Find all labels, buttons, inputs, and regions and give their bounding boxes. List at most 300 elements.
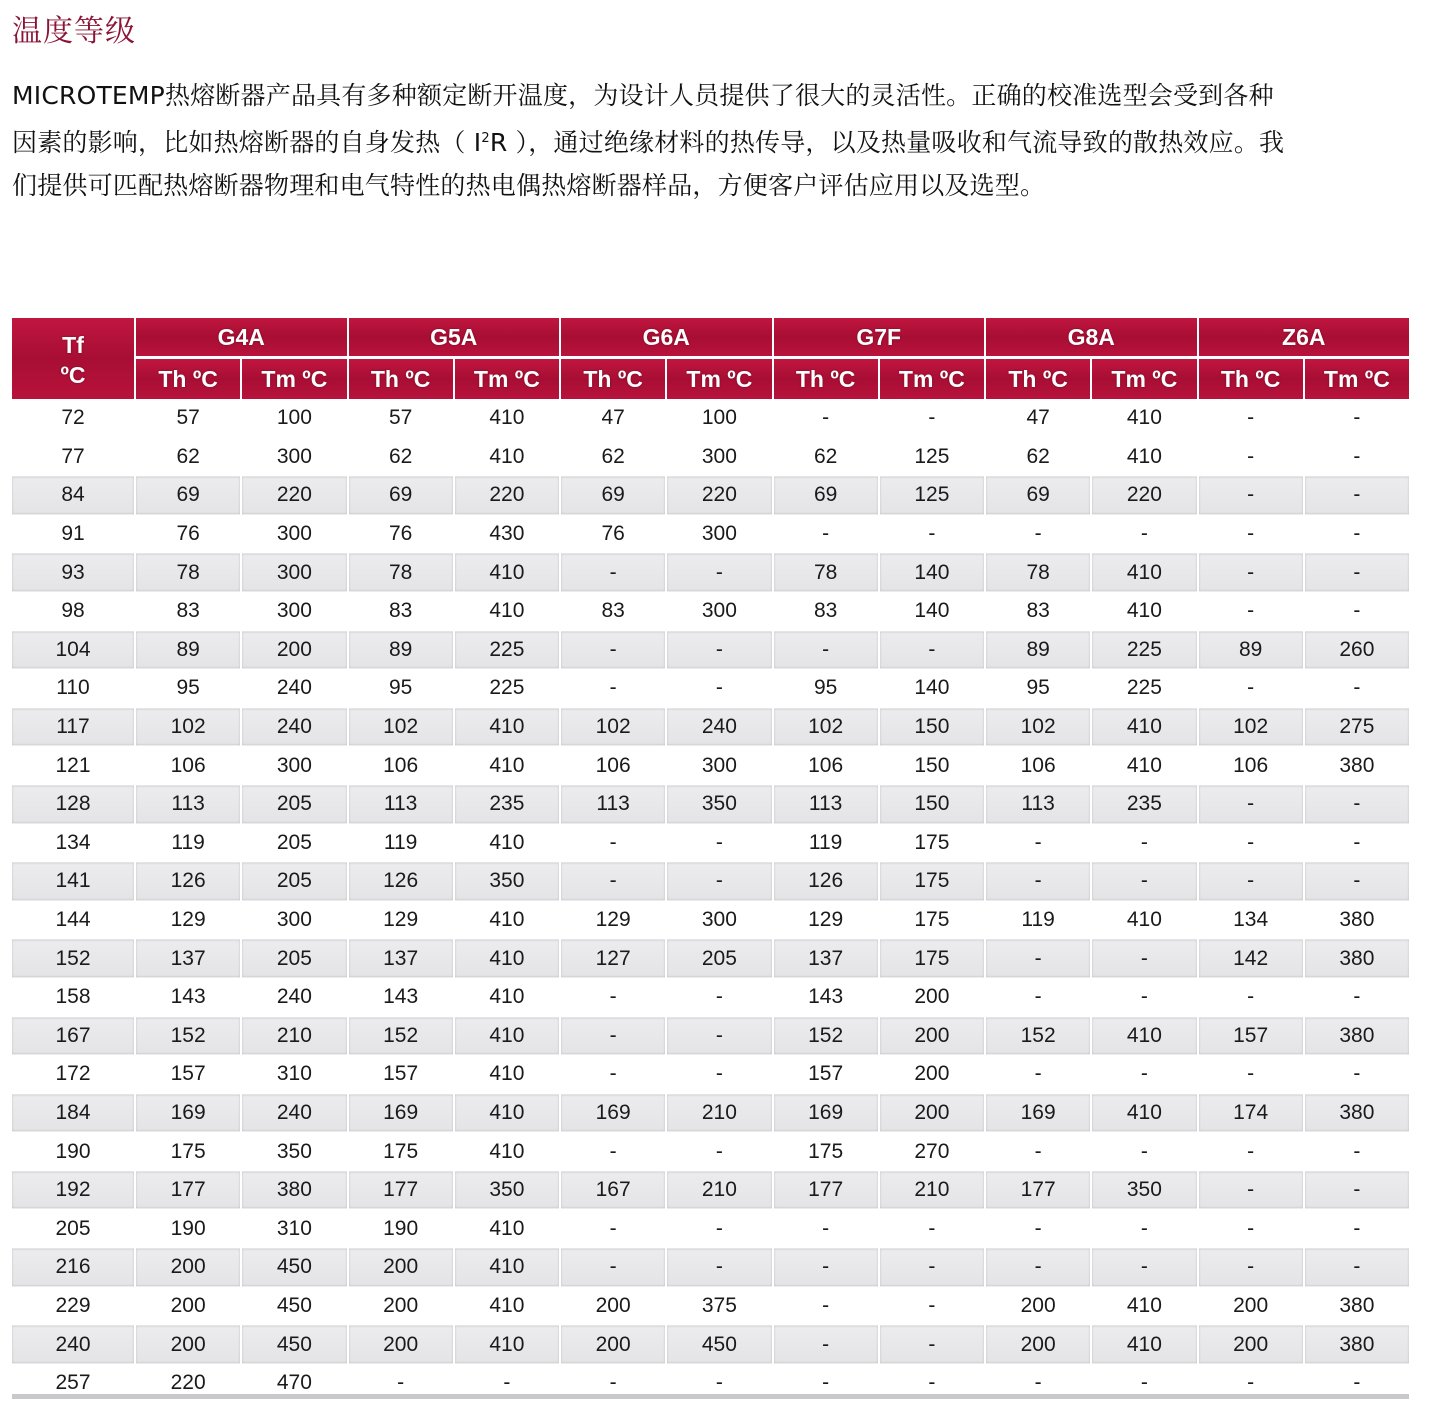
cell-tm: 300 [242,553,346,592]
cell-tf: 98 [61,599,85,623]
intro-line-2-start: 因素的影响，比如热熔断器的自身发热（ I [12,128,482,157]
cell-tm: - [1305,1171,1409,1210]
cell-tm: - [1140,522,1148,546]
cell-tm: - [1092,862,1196,901]
cell-tm: 175 [914,830,950,854]
cell-th: - [1199,1171,1303,1210]
header-tm: Tm ºC [667,359,771,399]
cell-th: 175 [170,1139,206,1163]
cell-th: 177 [774,1171,878,1210]
cell-tm: 300 [701,444,737,468]
header-row-subcolumns [12,359,1409,399]
cell-tf: 144 [55,908,91,932]
cell-tm: 410 [455,1017,559,1056]
cell-th: - [1199,553,1303,592]
cell-tf: 128 [12,785,134,824]
cell-th: - [1199,785,1303,824]
cell-tm: 225 [1126,676,1162,700]
cell-th: 102 [136,708,240,747]
cell-tm: 225 [1092,631,1196,670]
cell-th: - [986,1248,1090,1287]
cell-th: - [1247,1062,1255,1086]
cell-th: 126 [349,862,453,901]
header-tm: Tm ºC [880,359,984,399]
cell-tm: - [1140,1139,1148,1163]
cell-tm: 410 [489,985,525,1009]
cell-th: - [1247,985,1255,1009]
cell-tm: 310 [276,1062,312,1086]
cell-tm: 205 [242,939,346,978]
cell-th: 175 [808,1139,844,1163]
cell-tf: 134 [55,830,91,854]
cell-tm: 410 [489,1293,525,1317]
cell-tm: - [667,553,771,592]
cell-th: - [1034,1216,1042,1240]
cell-th: 129 [383,908,419,932]
header-group-g8a: G8A [986,318,1197,359]
cell-tm: - [1353,1371,1361,1395]
cell-tm: 300 [276,444,312,468]
cell-tm: 380 [1305,1325,1409,1364]
cell-th: 200 [383,1293,419,1317]
table-row [12,399,1409,438]
cell-th: 47 [1026,406,1050,430]
cell-tf: 72 [61,406,85,430]
cell-tm: 410 [455,1094,559,1133]
cell-th: 106 [170,753,206,777]
table-row [12,1287,1409,1326]
cell-tm: - [928,1293,936,1317]
cell-tm: - [1353,830,1361,854]
cell-tm: 380 [1339,1293,1375,1317]
cell-th: - [1199,862,1303,901]
intro-line-3: 们提供可匹配热熔断器物理和电气特性的热电偶热熔断器样品，方便客户评估应用以及选型。 [12,171,1046,200]
cell-th: 157 [383,1062,419,1086]
cell-th: 134 [1233,908,1269,932]
cell-th: 69 [561,476,665,515]
cell-th: - [774,1325,878,1364]
cell-th: 200 [170,1293,206,1317]
cell-th: 119 [383,830,418,854]
cell-tm: - [1140,1062,1148,1086]
cell-th: - [822,1216,830,1240]
cell-tm: 240 [667,708,771,747]
cell-tm: 450 [242,1248,346,1287]
header-tf [12,318,134,399]
cell-tm: 175 [880,862,984,901]
cell-th: - [822,1293,830,1317]
cell-th: - [609,830,617,854]
cell-tm: 410 [1092,708,1196,747]
cell-th: - [774,1248,878,1287]
cell-tm: 350 [455,862,559,901]
cell-th: 143 [808,985,844,1009]
cell-th: 95 [813,676,838,700]
cell-tf: 77 [61,444,85,468]
cell-tm: - [715,676,723,700]
cell-tm: 410 [1092,1094,1196,1133]
cell-th: 57 [388,406,413,430]
cell-tm: 125 [880,476,984,515]
cell-th: 78 [774,553,878,592]
cell-th: 62 [813,444,838,468]
cell-tm: 210 [880,1171,984,1210]
cell-th: 200 [349,1325,453,1364]
cell-th: 102 [1199,708,1303,747]
cell-tm: - [1353,985,1361,1009]
cell-th: 83 [1026,599,1050,623]
cell-tf: 205 [55,1216,91,1240]
table-row [12,901,1409,940]
cell-tm: 300 [276,522,312,546]
cell-th: 95 [176,676,200,700]
cell-tm: 220 [667,476,771,515]
cell-tf: 121 [55,753,91,777]
cell-th: - [561,862,665,901]
table-row [12,476,1409,515]
intro-paragraph [12,74,1417,207]
cell-th: 137 [136,939,240,978]
cell-th: 129 [170,908,206,932]
cell-tm: 410 [455,939,559,978]
cell-tm: - [1353,1216,1361,1240]
header-group-g4a: G4A [136,318,347,359]
cell-th: 200 [1020,1293,1056,1317]
table-row [12,1325,1409,1364]
cell-th: 102 [774,708,878,747]
cell-tf: 104 [12,631,134,670]
cell-tm: 380 [1305,1017,1409,1056]
cell-tm: - [1305,476,1409,515]
header-th: Th ºC [986,359,1090,399]
cell-tm: - [928,522,936,546]
cell-th: 78 [986,553,1090,592]
table-row [12,553,1409,592]
cell-th: 119 [171,830,205,854]
cell-tm: 205 [242,785,346,824]
cell-tm: 140 [914,676,950,700]
cell-th: - [1247,522,1255,546]
cell-th: 89 [986,631,1090,670]
table-row [12,785,1409,824]
table-row [12,631,1409,670]
cell-th: - [1034,1062,1042,1086]
table-row [12,862,1409,901]
cell-th: 169 [349,1094,453,1133]
cell-tm: 100 [276,406,312,430]
cell-tf: 216 [12,1248,134,1287]
table-header [12,318,1409,399]
cell-tm: 410 [489,1216,525,1240]
cell-th: 137 [774,939,878,978]
table-row [12,1055,1409,1094]
cell-th: - [609,1062,617,1086]
cell-th: 47 [601,406,625,430]
table-row [12,515,1409,554]
cell-tm: 410 [455,553,559,592]
cell-tm: - [1353,1139,1361,1163]
cell-th: 106 [595,753,631,777]
cell-tm: 350 [455,1171,559,1210]
cell-th: 126 [774,862,878,901]
cell-th: 113 [986,785,1090,824]
cell-th: 69 [986,476,1090,515]
cell-tf: 93 [12,553,134,592]
cell-tm: - [667,631,771,670]
cell-th: - [774,631,878,670]
cell-th: 113 [136,785,240,824]
cell-tm: 410 [1126,599,1162,623]
cell-tm: - [1353,444,1361,468]
cell-th: 69 [774,476,878,515]
cell-tm: 430 [489,522,525,546]
cell-tm: 300 [276,753,312,777]
cell-th: - [1247,1139,1255,1163]
header-group-z6a: Z6A [1199,318,1410,359]
table-row [12,669,1409,708]
cell-tm: 140 [880,553,984,592]
header-group-g6a: G6A [561,318,772,359]
cell-tm: 410 [1126,444,1162,468]
cell-tm: 410 [489,908,525,932]
cell-tm: 205 [242,862,346,901]
cell-th: 157 [808,1062,844,1086]
cell-th: 83 [176,599,200,623]
cell-tm: 240 [242,1094,346,1133]
cell-th: 190 [383,1216,419,1240]
cell-tf: 172 [55,1062,91,1086]
cell-th: 129 [595,908,631,932]
table-row [12,1171,1409,1210]
cell-tm: - [1353,406,1361,430]
cell-th: 102 [561,708,665,747]
cell-tm: - [1140,1216,1148,1240]
cell-tm: - [1305,553,1409,592]
cell-th: 200 [136,1325,240,1364]
cell-tm: 410 [455,1325,559,1364]
cell-th: - [561,1017,665,1056]
cell-th: 57 [176,406,200,430]
cell-th: 89 [349,631,453,670]
cell-tm: 410 [1126,1293,1162,1317]
cell-th: 200 [136,1248,240,1287]
cell-tm: 410 [489,406,525,430]
cell-tm: 200 [242,631,346,670]
cell-th: 126 [136,862,240,901]
cell-th: - [609,1371,617,1395]
cell-tm: 410 [489,830,525,854]
header-th: Th ºC [1199,359,1303,399]
cell-tm: 300 [276,599,312,623]
cell-tf: 141 [12,862,134,901]
cell-th: - [1247,1371,1255,1395]
header-th: Th ºC [136,359,240,399]
cell-th: 102 [349,708,453,747]
header-th: Th ºC [774,359,878,399]
cell-th: 169 [136,1094,240,1133]
cell-th: - [609,985,617,1009]
cell-tm: - [1140,985,1148,1009]
cell-th: 157 [1199,1017,1303,1056]
cell-tm: 150 [880,785,984,824]
cell-th: 127 [561,939,665,978]
cell-tm: - [715,830,723,854]
cell-tm: 275 [1305,708,1409,747]
intro-line-1: MICROTEMP热熔断器产品具有多种额定断开温度，为设计人员提供了很大的灵活性。正确的校准选型会受到各种 [12,81,1274,110]
cell-th: 76 [176,522,200,546]
cell-th: 152 [136,1017,240,1056]
cell-th: - [986,939,1090,978]
cell-tm: 150 [880,708,984,747]
table-row [12,1248,1409,1287]
cell-th: 78 [136,553,240,592]
cell-tm: 200 [880,1094,984,1133]
cell-th: - [1034,985,1042,1009]
cell-th: - [609,1216,617,1240]
cell-th: 95 [1026,676,1050,700]
header-group-g7f: G7F [774,318,985,359]
cell-th: 113 [349,785,453,824]
cell-tm: 410 [1092,1325,1196,1364]
header-tm: Tm ºC [1305,359,1409,399]
cell-th: - [822,406,830,430]
cell-tm: 380 [1305,939,1409,978]
cell-th: 129 [808,908,844,932]
cell-tf: 84 [12,476,134,515]
cell-th: 177 [349,1171,453,1210]
cell-tm: - [1305,1248,1409,1287]
cell-tm: - [1305,785,1409,824]
cell-tm: 100 [701,406,737,430]
table-row [12,708,1409,747]
header-row-groups [12,318,1409,359]
cell-tf: 91 [61,522,85,546]
cell-tm: 240 [276,985,312,1009]
cell-tm: 410 [1092,1017,1196,1056]
cell-th: 83 [813,599,838,623]
cell-tm: 220 [242,476,346,515]
cell-tm: 410 [489,444,525,468]
cell-tm: 225 [455,631,559,670]
cell-th: 83 [388,599,413,623]
cell-tm: 375 [701,1293,737,1317]
cell-tm: - [1305,862,1409,901]
cell-tm: 380 [242,1171,346,1210]
cell-tm: - [667,862,771,901]
cell-tm: 410 [455,708,559,747]
header-th: Th ºC [349,359,453,399]
header-group-g5a: G5A [349,318,560,359]
cell-tm: 410 [489,599,525,623]
cell-tm: 350 [667,785,771,824]
cell-tm: 200 [880,1017,984,1056]
cell-th: - [1247,1216,1255,1240]
cell-tf: 152 [12,939,134,978]
cell-tm: - [880,1325,984,1364]
cell-tm: 410 [489,753,525,777]
cell-tm: - [715,985,723,1009]
cell-tm: 235 [1092,785,1196,824]
cell-th: 169 [774,1094,878,1133]
cell-tm: 410 [489,1062,525,1086]
cell-th: 143 [383,985,419,1009]
cell-tm: - [928,1371,936,1395]
cell-tm: 210 [667,1171,771,1210]
cell-th: 137 [349,939,453,978]
table-row [12,1017,1409,1056]
cell-th: 83 [601,599,625,623]
cell-th: - [1199,1248,1303,1287]
superscript-2: 2 [481,131,490,146]
cell-th: 152 [986,1017,1090,1056]
cell-tm: 210 [242,1017,346,1056]
cell-tm: - [1092,1248,1196,1287]
cell-tm: - [880,1248,984,1287]
cell-tm: 300 [701,599,737,623]
cell-tm: 450 [276,1293,312,1317]
cell-tm: 450 [667,1325,771,1364]
cell-th: 62 [388,444,413,468]
cell-th: 190 [170,1216,206,1240]
cell-tm: 200 [914,1062,950,1086]
cell-th: - [1034,522,1042,546]
cell-tm: 260 [1305,631,1409,670]
cell-th: 106 [1020,753,1056,777]
table-row [12,978,1409,1017]
cell-tf: 229 [55,1293,91,1317]
cell-tm: 240 [276,676,312,700]
cell-tm: - [1092,939,1196,978]
cell-th: - [1034,1139,1042,1163]
cell-tf: 117 [12,708,134,747]
table-row [12,1132,1409,1171]
header-tf-unit: ºC [60,361,86,388]
header-tm: Tm ºC [455,359,559,399]
cell-th: - [1247,676,1255,700]
cell-tm: 225 [489,676,525,700]
cell-tm: 125 [914,444,950,468]
cell-th: 200 [561,1325,665,1364]
cell-th: 174 [1199,1094,1303,1133]
cell-tm: 380 [1305,1094,1409,1133]
cell-tm: 350 [1092,1171,1196,1210]
cell-th: 76 [601,522,625,546]
cell-th: 113 [561,785,665,824]
cell-th: 106 [383,753,419,777]
cell-th: 89 [136,631,240,670]
cell-th: 200 [1199,1325,1303,1364]
cell-tm: - [1353,599,1361,623]
cell-tm: - [667,1248,771,1287]
cell-tm: 300 [701,908,737,932]
cell-th: 152 [349,1017,453,1056]
cell-tm: - [928,1216,936,1240]
cell-tm: 140 [914,599,950,623]
cell-tm: 410 [1126,406,1162,430]
cell-th: 200 [1233,1293,1269,1317]
cell-tm: 380 [1339,908,1375,932]
cell-tm: 410 [1092,553,1196,592]
cell-th: - [822,1371,830,1395]
table-row [12,1094,1409,1133]
cell-tf: 184 [12,1094,134,1133]
cell-th: 142 [1199,939,1303,978]
cell-th: 89 [1199,631,1303,670]
cell-th: 169 [561,1094,665,1133]
cell-th: - [1247,830,1255,854]
cell-tm: 410 [455,1248,559,1287]
cell-tm: 240 [242,708,346,747]
